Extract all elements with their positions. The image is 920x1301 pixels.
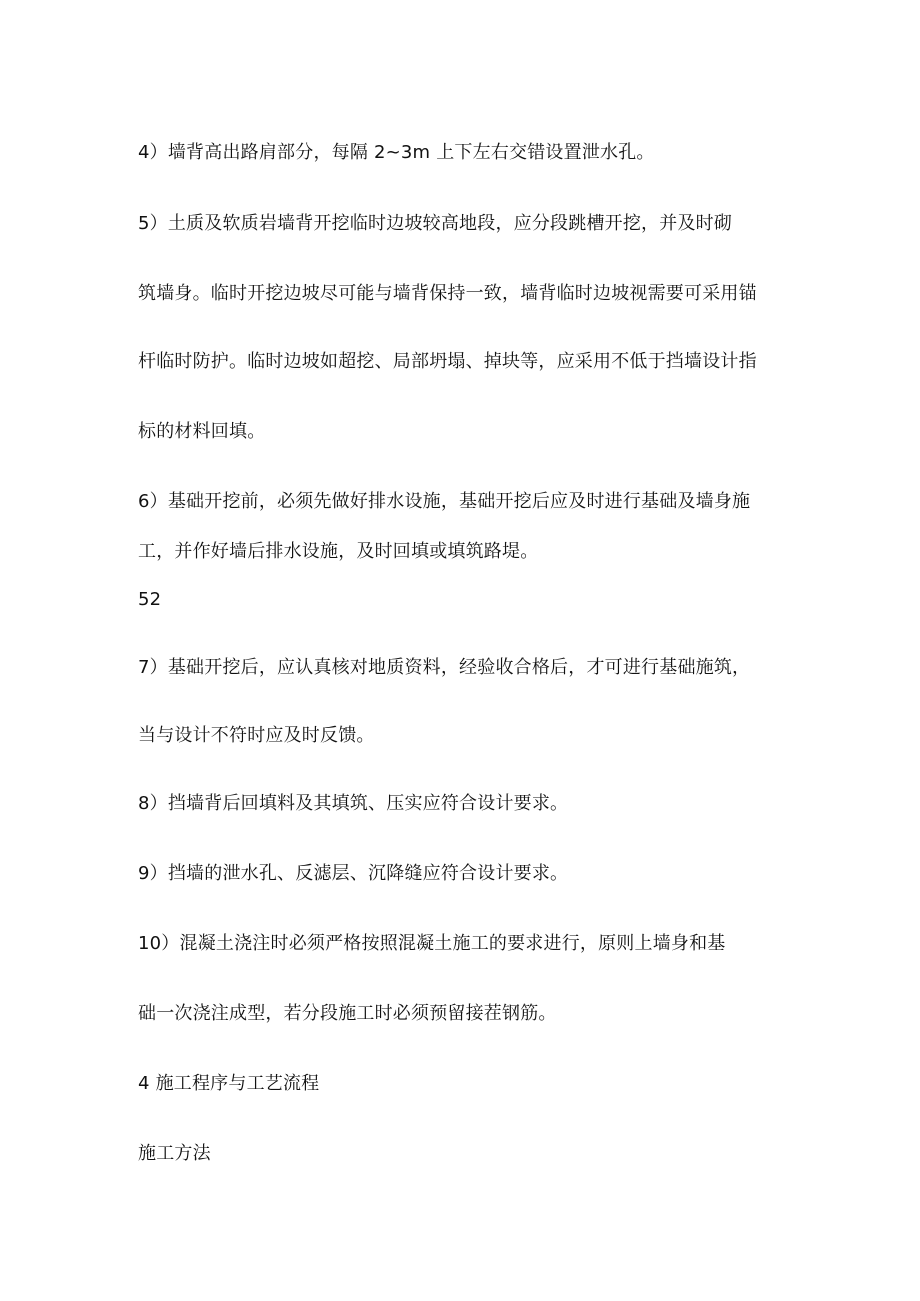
text-line-item-5-part-3: 杆临时防护。临时边坡如超挖、局部坍塌、掉块等，应采用不低于挡墙设计指 [138, 351, 757, 372]
text-line-item-7-part-2: 当与设计不符时应及时反馈。 [138, 725, 375, 746]
text-line-item-10-part-2: 础一次浇注成型，若分段施工时必须预留接茬钢筋。 [138, 1003, 557, 1024]
text-line-item-5-part-2: 筑墙身。临时开挖边坡尽可能与墙背保持一致，墙背临时边坡视需要可采用锚 [138, 283, 757, 304]
text-line-item-9: 9）挡墙的泄水孔、反滤层、沉降缝应符合设计要求。 [138, 863, 569, 884]
text-line-item-6-part-2: 工，并作好墙后排水设施，及时回填或填筑路堤。 [138, 541, 539, 562]
text-line-item-7-part-1: 7）基础开挖后，应认真核对地质资料，经验收合格后，才可进行基础施筑， [138, 657, 751, 678]
text-line-item-10-part-1: 10）混凝土浇注时必须严格按照混凝土施工的要求进行，原则上墙身和基 [138, 933, 726, 954]
text-line-item-5-part-1: 5）土质及软质岩墙背开挖临时边坡较高地段，应分段跳槽开挖，并及时砌 [138, 213, 733, 234]
text-line-item-6-part-1: 6）基础开挖前，必须先做好排水设施，基础开挖后应及时进行基础及墙身施 [138, 491, 751, 512]
text-line-item-4: 4）墙背高出路肩部分，每隔 2~3m 上下左右交错设置泄水孔。 [138, 142, 655, 163]
section-heading: 4 施工程序与工艺流程 [138, 1073, 320, 1094]
text-line-item-5-part-4: 标的材料回填。 [138, 421, 266, 442]
text-line-item-8: 8）挡墙背后回填料及其填筑、压实应符合设计要求。 [138, 793, 569, 814]
subsection-heading: 施工方法 [138, 1143, 211, 1164]
page-number: 52 [138, 589, 162, 610]
